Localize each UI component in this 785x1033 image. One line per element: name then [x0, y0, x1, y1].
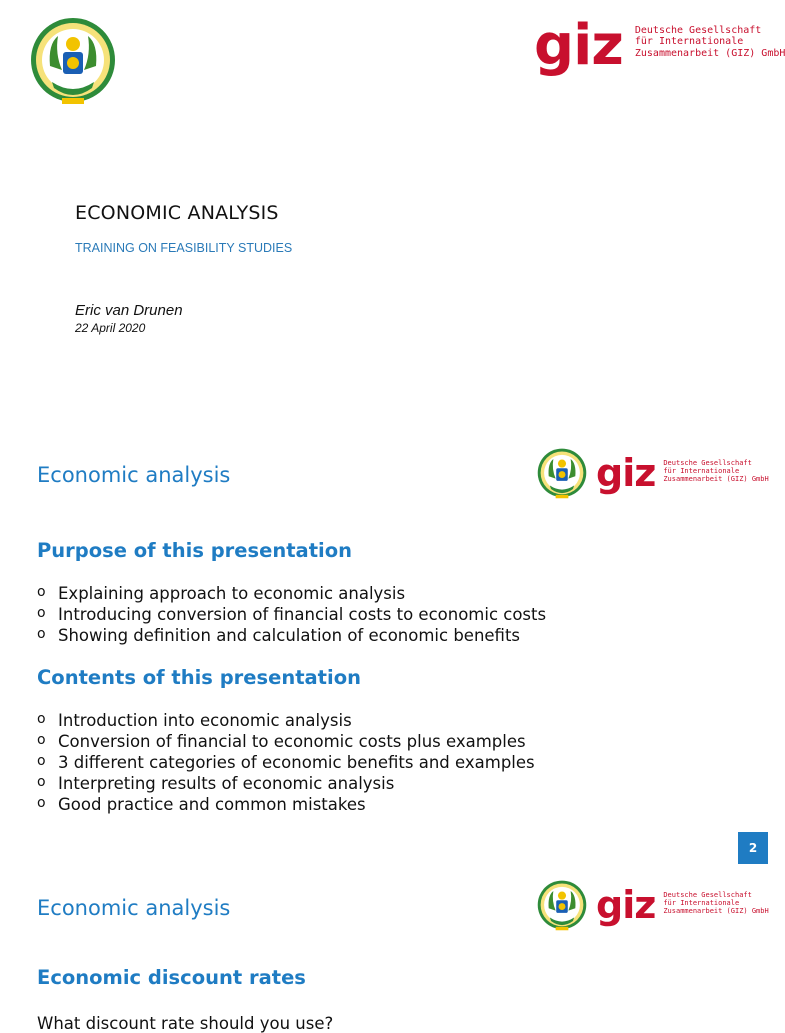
- coat-of-arms-icon: [536, 878, 588, 934]
- bullet-marker: o: [37, 711, 46, 727]
- purpose-list: [37, 583, 546, 646]
- list-item: o 3 different categories of economic benefits and examples: [37, 753, 535, 772]
- bullet-marker: o: [37, 732, 46, 748]
- slide-title: Economic analysis: [37, 463, 231, 487]
- list-item: o Good practice and common mistakes: [37, 795, 366, 814]
- section-heading-contents: Contents of this presentation: [37, 666, 361, 689]
- slide-title: Economic analysis: [37, 896, 231, 920]
- list-item: o Interpreting results of economic analysis: [37, 774, 395, 793]
- purpose-slide: [0, 418, 768, 858]
- section-heading-discount-rates: Economic discount rates: [37, 966, 306, 989]
- list-item: o Showing definition and calculation of economic benefits: [37, 626, 521, 645]
- giz-wordmark: giz: [596, 883, 656, 927]
- page-number-badge: 2: [738, 832, 768, 864]
- giz-organisation-name: Deutsche Gesellschaft für Internationale Zusammenarbeit (GIZ) GmbH: [634, 24, 785, 59]
- bullet-marker: o: [37, 605, 46, 621]
- giz-wordmark: giz: [534, 13, 623, 78]
- giz-organisation-name: Deutsche Gesellschaft für Internationale Zusammenarbeit (GIZ) GmbH: [663, 458, 769, 484]
- bullet-marker: o: [37, 626, 46, 642]
- author-name: Eric van Drunen: [75, 302, 183, 319]
- list-item: o Introducing conversion of financial costs to economic costs: [37, 605, 547, 624]
- partial-body-text: What discount rate should you use?: [37, 1014, 334, 1033]
- list-item: o Conversion of financial to economic costs plus examples: [37, 732, 526, 751]
- list-item: o Explaining approach to economic analysis: [37, 584, 406, 603]
- presentation-subtitle: TRAINING ON FEASIBILITY STUDIES: [75, 241, 293, 255]
- giz-organisation-name: Deutsche Gesellschaft für Internationale Zusammenarbeit (GIZ) GmbH: [663, 890, 769, 916]
- giz-logo: [534, 13, 785, 78]
- bullet-marker: o: [37, 774, 46, 790]
- bullet-marker: o: [37, 753, 46, 769]
- contents-list: [37, 710, 535, 815]
- giz-wordmark: giz: [596, 451, 656, 495]
- presentation-title: ECONOMIC ANALYSIS: [75, 202, 279, 224]
- coat-of-arms-icon: [536, 446, 588, 502]
- giz-logo: [596, 883, 769, 927]
- section-heading-purpose: Purpose of this presentation: [37, 539, 352, 562]
- list-item: o Introduction into economic analysis: [37, 711, 352, 730]
- discount-rates-slide: [0, 862, 768, 1024]
- giz-logo: [596, 451, 769, 495]
- presentation-date: 22 April 2020: [75, 321, 146, 335]
- coat-of-arms-icon: [28, 14, 118, 110]
- bullet-marker: o: [37, 584, 46, 600]
- title-slide: [0, 0, 785, 410]
- bullet-marker: o: [37, 795, 46, 811]
